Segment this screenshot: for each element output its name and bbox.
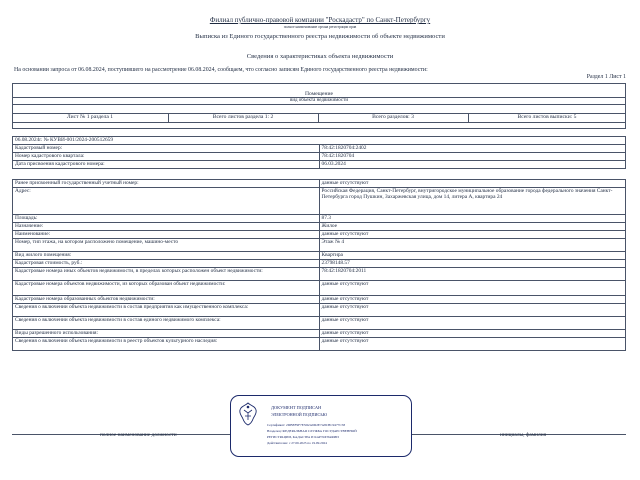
table-row [13, 215, 626, 223]
table-row [13, 188, 626, 215]
table-row [13, 161, 626, 169]
field-value: данные отсутствуют [319, 338, 626, 351]
field-label: Адрес: [13, 188, 320, 215]
field-value: 78:42:1820704:2011 [319, 268, 626, 281]
stamp-owner-cont: РЕГИСТРАЦИИ, КАДАСТРА И КАРТОГРАФИИ [267, 435, 339, 439]
field-value: данные отсутствуют [319, 180, 626, 188]
field-value: данные отсутствуют [319, 317, 626, 330]
field-label: Сведения о включении объекта недвижимости в состав предприятия как имущественного комплекса: [13, 304, 320, 317]
electronic-signature-stamp [230, 395, 412, 457]
field-value: данные отсутствуют [319, 231, 626, 239]
sheets-in-section: Всего листов раздела 1: 2 [212, 114, 274, 120]
field-value: данные отсутствуют [319, 281, 626, 296]
field-label: Кадастровые номера иных объектов недвижимости, в пределах которых расположен объект недвижимости: [13, 268, 320, 281]
field-value: данные отсутствуют [319, 330, 626, 338]
section-title: Сведения о характеристиках объекта недвижимости [246, 53, 394, 60]
field-label: Площадь: [13, 215, 320, 223]
field-value: 87.3 [319, 215, 626, 223]
sheet-reference: Раздел 1 Лист 1 [586, 74, 626, 80]
field-value: 78:42:1820704 [319, 153, 626, 161]
field-label: Номер кадастрового квартала: [13, 153, 320, 161]
field-label: Виды разрешенного использования: [13, 330, 320, 338]
field-label: Кадастровые номера образованных объектов недвижимости: [13, 296, 320, 304]
field-label: Ранее присвоенный государственный учетный номер: [13, 180, 320, 188]
table-row [13, 145, 626, 153]
field-label: Кадастровые номера объектов недвижимости, из которых образован объект недвижимости: [13, 281, 320, 296]
extract-title: Выписка из Единого государственного реестра недвижимости об объекте недвижимости [195, 33, 445, 40]
stamp-validity: Действителен: с 27.06.2023 по 19.09.2024 [267, 441, 327, 445]
gap-cell [13, 169, 626, 180]
field-value: 06.03.2024 [319, 161, 626, 169]
field-label: Сведения о включении объекта недвижимости в реестр объектов культурного наследия: [13, 338, 320, 351]
characteristics-body [13, 137, 626, 351]
field-label: Вид жилого помещения: [13, 252, 320, 260]
object-kind: Помещение [304, 91, 333, 97]
position-caption: полное наименование должности [100, 432, 177, 438]
table-row [13, 268, 626, 281]
table-row [13, 153, 626, 161]
emblem-icon [237, 401, 259, 427]
table-row [13, 239, 626, 252]
field-label: Кадастровый номер: [13, 145, 320, 153]
field-value: 78:42:1820704:2402 [319, 145, 626, 153]
object-kind-caption: вид объекта недвижимости [289, 98, 349, 103]
table-row [13, 304, 626, 317]
sheets-total: Всего листов выписки: 5 [517, 114, 577, 120]
field-label: Кадастровая стоимость, руб.: [13, 260, 320, 268]
characteristics-table [12, 136, 626, 351]
field-label: Назначение: [13, 223, 320, 231]
field-value: Жилое [319, 223, 626, 231]
stamp-certificate: Сертификат: 2DBEF9F7E3D2A9D2E7A8CBC9477C58 [267, 423, 346, 427]
request-line: На основании запроса от 06.08.2024, поступившего на рассмотрение 06.08.2024, сообщаем, что согласно записям Единого государственного реестра недвижимости: [14, 67, 428, 73]
doc-number: 06.08.2024г. № КУВИ-001/2024-200512659 [13, 137, 626, 145]
field-label: Дата присвоения кадастрового номера: [13, 161, 320, 169]
field-label: Сведения о включении объекта недвижимости в состав единого недвижимого комплекса: [13, 317, 320, 330]
table-row [13, 260, 626, 268]
table-row [13, 252, 626, 260]
table-row [13, 223, 626, 231]
table-row [13, 317, 626, 330]
field-value: Российская Федерация, Санкт-Петербург, внутригородское муниципальное образование города федерального значения Санкт-Петербурга город Пушкин, Захаржевская улица, дом 14, литера А, квартира 24 [319, 188, 626, 215]
table-row [13, 338, 626, 351]
table-row [13, 231, 626, 239]
field-label: Наименование: [13, 231, 320, 239]
stamp-owner: Владелец: ФЕДЕРАЛЬНАЯ СЛУЖБА ГОСУДАРСТВЕННОЙ [267, 429, 357, 433]
field-value: данные отсутствуют [319, 296, 626, 304]
table-row [13, 281, 626, 296]
branch-name: Филиал публично-правовой компании "Роскадастр" по Санкт-Петербургу [209, 16, 431, 24]
stamp-line-1: ДОКУМЕНТ ПОДПИСАН [271, 405, 322, 410]
row-gap [13, 169, 626, 180]
branch-caption: полное наименование органа регистрации прав [283, 25, 357, 29]
table-row [13, 180, 626, 188]
field-value: 23798148.57 [319, 260, 626, 268]
field-value: Этаж № 4 [319, 239, 626, 252]
sheet-number: Лист № 1 раздела 1 [66, 114, 114, 120]
divider [12, 104, 626, 105]
field-value: Квартира [319, 252, 626, 260]
field-value: данные отсутствуют [319, 304, 626, 317]
table-row [13, 296, 626, 304]
sections-total: Всего разделов: 3 [372, 114, 414, 120]
divider [12, 122, 626, 123]
name-caption: инициалы, фамилия [500, 432, 547, 438]
table-row [13, 330, 626, 338]
field-label: Номер, тип этажа, на котором расположено помещение, машино-место [13, 239, 320, 252]
stamp-line-2: ЭЛЕКТРОННОЙ ПОДПИСЬЮ [271, 412, 328, 417]
doc-number-row [13, 137, 626, 145]
